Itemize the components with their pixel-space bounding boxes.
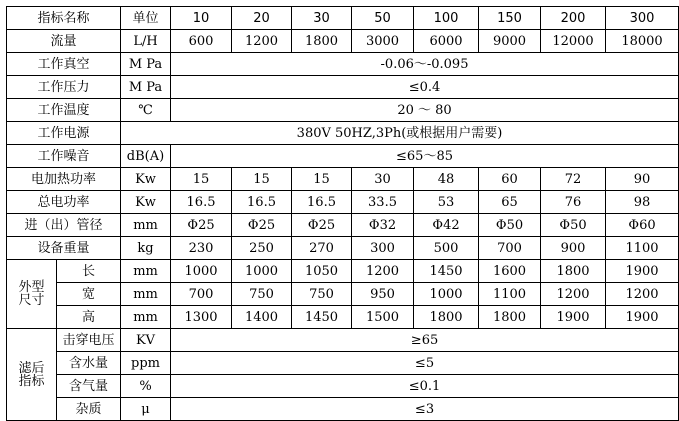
row-label: 总电功率 bbox=[7, 191, 121, 214]
value-span-cell: ≤5 bbox=[171, 352, 679, 375]
value-cell: 16.5 bbox=[292, 191, 352, 214]
value-cell: 500 bbox=[414, 237, 479, 260]
value-cell: Φ50 bbox=[541, 214, 606, 237]
value-cell: 15 bbox=[292, 168, 352, 191]
value-span-cell: ≤0.4 bbox=[171, 76, 679, 99]
value-cell: 950 bbox=[352, 283, 414, 306]
value-cell: 700 bbox=[171, 283, 232, 306]
value-cell: 48 bbox=[414, 168, 479, 191]
value-cell: 16.5 bbox=[232, 191, 292, 214]
row-label: 工作温度 bbox=[7, 99, 121, 122]
value-cell: Φ60 bbox=[606, 214, 679, 237]
unit-cell: ppm bbox=[121, 352, 171, 375]
unit-cell: mm bbox=[121, 214, 171, 237]
value-span-cell: ≤65～85 bbox=[171, 145, 679, 168]
value-cell: 1800 bbox=[292, 30, 352, 53]
value-cell: 76 bbox=[541, 191, 606, 214]
model-cell: 150 bbox=[479, 7, 541, 30]
value-cell: 700 bbox=[479, 237, 541, 260]
value-cell: 1900 bbox=[606, 306, 679, 329]
value-cell: 1500 bbox=[352, 306, 414, 329]
unit-cell: M Pa bbox=[121, 76, 171, 99]
breakdown-voltage-row bbox=[7, 329, 679, 352]
value-cell: Φ42 bbox=[414, 214, 479, 237]
value-cell: 16.5 bbox=[171, 191, 232, 214]
flow-row bbox=[7, 30, 679, 53]
value-cell: 1450 bbox=[292, 306, 352, 329]
value-span-cell: -0.06～-0.095 bbox=[171, 53, 679, 76]
header-row bbox=[7, 7, 679, 30]
value-cell: 1200 bbox=[352, 260, 414, 283]
pipe-diameter-row bbox=[7, 214, 679, 237]
value-cell: 1200 bbox=[606, 283, 679, 306]
model-cell: 100 bbox=[414, 7, 479, 30]
value-cell: 6000 bbox=[414, 30, 479, 53]
gas-content-row bbox=[7, 375, 679, 398]
value-cell: 250 bbox=[232, 237, 292, 260]
filtered-group-line2: 指标 bbox=[18, 373, 45, 389]
value-cell: 9000 bbox=[479, 30, 541, 53]
filtered-group-line1: 滤后 bbox=[18, 360, 45, 376]
model-cell: 10 bbox=[171, 7, 232, 30]
unit-cell: mm bbox=[121, 306, 171, 329]
value-cell: Φ50 bbox=[479, 214, 541, 237]
value-cell: 18000 bbox=[606, 30, 679, 53]
row-label: 进（出）管径 bbox=[7, 214, 121, 237]
value-cell: 1050 bbox=[292, 260, 352, 283]
value-cell: 1000 bbox=[414, 283, 479, 306]
value-cell: 750 bbox=[232, 283, 292, 306]
value-cell: 1900 bbox=[541, 306, 606, 329]
temperature-row bbox=[7, 99, 679, 122]
value-cell: 300 bbox=[352, 237, 414, 260]
unit-cell: Kw bbox=[121, 191, 171, 214]
unit-cell: KV bbox=[121, 329, 171, 352]
value-cell: 1900 bbox=[606, 260, 679, 283]
value-cell: 90 bbox=[606, 168, 679, 191]
value-cell: 60 bbox=[479, 168, 541, 191]
value-cell: 15 bbox=[232, 168, 292, 191]
dimensions-group-line2: 尺寸 bbox=[18, 293, 45, 308]
unit-cell: % bbox=[121, 375, 171, 398]
value-cell: 750 bbox=[292, 283, 352, 306]
row-label: 宽 bbox=[57, 283, 121, 306]
unit-cell: M Pa bbox=[121, 53, 171, 76]
unit-cell: Kw bbox=[121, 168, 171, 191]
model-cell: 200 bbox=[541, 7, 606, 30]
value-cell: 33.5 bbox=[352, 191, 414, 214]
row-label: 设备重量 bbox=[7, 237, 121, 260]
value-cell: 1200 bbox=[541, 283, 606, 306]
impurity-row bbox=[7, 398, 679, 421]
pressure-row bbox=[7, 76, 679, 99]
value-cell: 1100 bbox=[606, 237, 679, 260]
unit-cell: ℃ bbox=[121, 99, 171, 122]
row-label: 击穿电压 bbox=[57, 329, 121, 352]
model-cell: 300 bbox=[606, 7, 679, 30]
value-cell: 1450 bbox=[414, 260, 479, 283]
value-cell: 1800 bbox=[541, 260, 606, 283]
unit-cell: mm bbox=[121, 283, 171, 306]
value-cell: 1300 bbox=[171, 306, 232, 329]
header-unit-cell: 单位 bbox=[121, 7, 171, 30]
value-cell: 1800 bbox=[414, 306, 479, 329]
spec-table bbox=[6, 6, 679, 421]
value-cell: 230 bbox=[171, 237, 232, 260]
model-cell: 50 bbox=[352, 7, 414, 30]
row-label: 工作电源 bbox=[7, 122, 121, 145]
value-cell: 65 bbox=[479, 191, 541, 214]
vacuum-row bbox=[7, 53, 679, 76]
heating-power-row bbox=[7, 168, 679, 191]
value-cell: 72 bbox=[541, 168, 606, 191]
unit-cell: mm bbox=[121, 260, 171, 283]
value-span-cell: 380V 50HZ,3Ph(或根据用户需要) bbox=[121, 122, 679, 145]
power-supply-row bbox=[7, 122, 679, 145]
unit-cell: μ bbox=[121, 398, 171, 421]
value-cell: 30 bbox=[352, 168, 414, 191]
weight-row bbox=[7, 237, 679, 260]
dimensions-group-line1: 外型 bbox=[18, 280, 45, 295]
filtered-group-label bbox=[7, 329, 57, 421]
row-label: 流量 bbox=[7, 30, 121, 53]
length-row bbox=[7, 260, 679, 283]
value-cell: Φ25 bbox=[171, 214, 232, 237]
model-cell: 30 bbox=[292, 7, 352, 30]
value-cell: Φ25 bbox=[292, 214, 352, 237]
row-label: 含气量 bbox=[57, 375, 121, 398]
value-cell: 1800 bbox=[479, 306, 541, 329]
width-row bbox=[7, 283, 679, 306]
row-label: 工作压力 bbox=[7, 76, 121, 99]
water-content-row bbox=[7, 352, 679, 375]
row-label: 含水量 bbox=[57, 352, 121, 375]
unit-cell: dB(A) bbox=[121, 145, 171, 168]
value-cell: Φ32 bbox=[352, 214, 414, 237]
row-label: 杂质 bbox=[57, 398, 121, 421]
noise-row bbox=[7, 145, 679, 168]
value-span-cell: 20 ～ 80 bbox=[171, 99, 679, 122]
value-cell: 1600 bbox=[479, 260, 541, 283]
value-cell: 1200 bbox=[232, 30, 292, 53]
row-label: 工作噪音 bbox=[7, 145, 121, 168]
unit-cell: kg bbox=[121, 237, 171, 260]
value-cell: Φ25 bbox=[232, 214, 292, 237]
value-cell: 1400 bbox=[232, 306, 292, 329]
total-power-row bbox=[7, 191, 679, 214]
value-cell: 15 bbox=[171, 168, 232, 191]
row-label: 长 bbox=[57, 260, 121, 283]
model-cell: 20 bbox=[232, 7, 292, 30]
value-cell: 900 bbox=[541, 237, 606, 260]
value-cell: 53 bbox=[414, 191, 479, 214]
header-name-cell: 指标名称 bbox=[7, 7, 121, 30]
row-label: 高 bbox=[57, 306, 121, 329]
value-cell: 600 bbox=[171, 30, 232, 53]
value-span-cell: ≥65 bbox=[171, 329, 679, 352]
row-label: 工作真空 bbox=[7, 53, 121, 76]
value-cell: 1100 bbox=[479, 283, 541, 306]
value-cell: 3000 bbox=[352, 30, 414, 53]
height-row bbox=[7, 306, 679, 329]
value-cell: 270 bbox=[292, 237, 352, 260]
value-cell: 98 bbox=[606, 191, 679, 214]
value-span-cell: ≤3 bbox=[171, 398, 679, 421]
row-label: 电加热功率 bbox=[7, 168, 121, 191]
dimensions-group-label bbox=[7, 260, 57, 329]
value-cell: 12000 bbox=[541, 30, 606, 53]
value-cell: 1000 bbox=[232, 260, 292, 283]
value-cell: 1000 bbox=[171, 260, 232, 283]
unit-cell: L/H bbox=[121, 30, 171, 53]
value-span-cell: ≤0.1 bbox=[171, 375, 679, 398]
